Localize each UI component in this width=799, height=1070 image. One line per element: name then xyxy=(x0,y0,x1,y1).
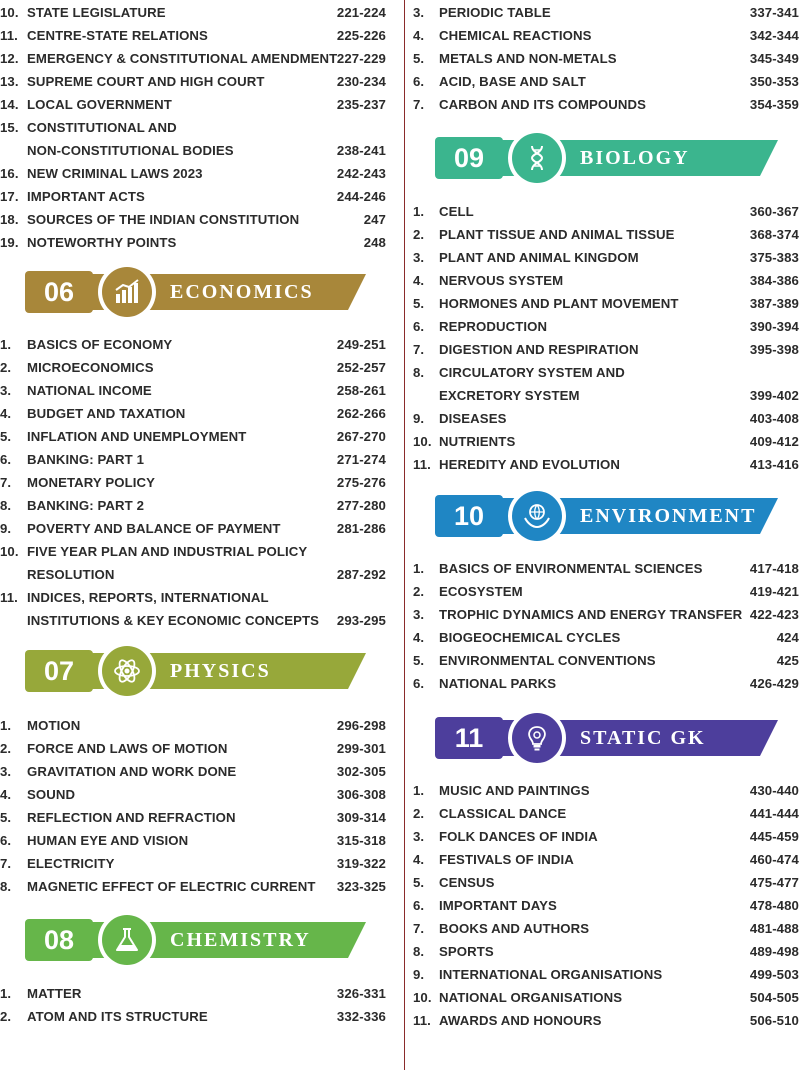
entry-number: 3. xyxy=(0,764,12,779)
entry-pages: 424 xyxy=(776,630,799,645)
entry-pages: 230-234 xyxy=(336,74,386,89)
toc-entry[interactable] xyxy=(0,379,396,402)
entry-title: BASICS OF ECONOMY xyxy=(27,337,173,352)
toc-entry[interactable] xyxy=(410,580,799,603)
entry-number: 14. xyxy=(0,97,19,112)
entry-number: 4. xyxy=(0,787,12,802)
section-icon-badge xyxy=(98,911,156,969)
section-icon-badge xyxy=(98,263,156,321)
toc-entry[interactable] xyxy=(0,760,396,783)
toc-entry[interactable] xyxy=(0,139,396,162)
toc-entry[interactable] xyxy=(0,517,396,540)
toc-entry[interactable] xyxy=(410,802,799,825)
section-title: ENVIRONMENT xyxy=(580,505,757,527)
entry-title: STATE LEGISLATURE xyxy=(27,5,166,20)
toc-entry[interactable] xyxy=(410,315,799,338)
entry-number: 10. xyxy=(0,544,19,559)
entry-number: 1. xyxy=(413,204,425,219)
section-banner xyxy=(410,128,799,190)
entry-title: CLASSICAL DANCE xyxy=(439,806,567,821)
toc-entry[interactable] xyxy=(0,982,396,1005)
entry-number: 6. xyxy=(413,676,425,691)
section-title: ECONOMICS xyxy=(170,281,314,303)
toc-entry[interactable] xyxy=(410,430,799,453)
section-number: 07 xyxy=(25,650,93,692)
entry-title: ELECTRICITY xyxy=(27,856,115,871)
entry-pages: 244-246 xyxy=(336,189,386,204)
column-divider xyxy=(404,0,405,1070)
entry-title: TROPHIC DYNAMICS AND ENERGY TRANSFER xyxy=(439,607,743,622)
toc-entry[interactable] xyxy=(410,453,799,476)
entry-title: NEW CRIMINAL LAWS 2023 xyxy=(27,166,203,181)
entry-title: HUMAN EYE AND VISION xyxy=(27,833,189,848)
entry-title: FOLK DANCES OF INDIA xyxy=(439,829,598,844)
entry-title: SPORTS xyxy=(439,944,494,959)
toc-entry[interactable] xyxy=(410,246,799,269)
entry-title: METALS AND NON-METALS xyxy=(439,51,617,66)
entry-pages: 460-474 xyxy=(749,852,799,867)
toc-entry[interactable] xyxy=(0,875,396,898)
entry-number: 11. xyxy=(413,1013,431,1028)
toc-entry[interactable] xyxy=(410,672,799,695)
entry-number: 1. xyxy=(413,783,425,798)
entry-pages: 221-224 xyxy=(336,5,386,20)
toc-entry[interactable] xyxy=(410,779,799,802)
section-icon-badge xyxy=(98,642,156,700)
entry-title: NATIONAL ORGANISATIONS xyxy=(439,990,623,1005)
entry-title: MICROECONOMICS xyxy=(27,360,154,375)
entry-pages: 390-394 xyxy=(749,319,799,334)
entry-title: CIRCULATORY SYSTEM AND xyxy=(439,365,625,380)
entry-number: 8. xyxy=(413,365,425,380)
entry-number: 6. xyxy=(0,833,12,848)
entry-number: 17. xyxy=(0,189,19,204)
entry-title: IMPORTANT ACTS xyxy=(27,189,145,204)
entry-number: 4. xyxy=(413,852,425,867)
entry-number: 3. xyxy=(0,383,12,398)
entry-number: 2. xyxy=(413,584,425,599)
toc-entry[interactable] xyxy=(0,47,396,70)
toc-entry[interactable] xyxy=(0,829,396,852)
toc-entry[interactable] xyxy=(0,714,396,737)
entry-number: 2. xyxy=(0,741,12,756)
entry-number: 15. xyxy=(0,120,19,135)
entry-title: MATTER xyxy=(27,986,82,1001)
toc-entry[interactable] xyxy=(0,231,396,254)
entry-number: 2. xyxy=(0,1009,12,1024)
entry-pages: 425 xyxy=(776,653,799,668)
entry-number: 11. xyxy=(413,457,431,472)
entry-number: 3. xyxy=(413,829,425,844)
entry-pages: 360-367 xyxy=(749,204,799,219)
entry-number: 11. xyxy=(0,590,18,605)
entry-pages: 478-480 xyxy=(749,898,799,913)
toc-entry[interactable] xyxy=(0,93,396,116)
entry-number: 4. xyxy=(413,273,425,288)
entry-number: 10. xyxy=(413,434,432,449)
entry-number: 9. xyxy=(413,967,425,982)
entry-number: 5. xyxy=(413,875,425,890)
entry-number: 5. xyxy=(413,51,425,66)
entry-title: NERVOUS SYSTEM xyxy=(439,273,564,288)
toc-entry[interactable] xyxy=(0,356,396,379)
toc-entry[interactable] xyxy=(0,333,396,356)
entry-pages: 441-444 xyxy=(749,806,799,821)
entry-pages: 281-286 xyxy=(336,521,386,536)
entry-title: MUSIC AND PAINTINGS xyxy=(439,783,590,798)
entry-pages: 422-423 xyxy=(749,607,799,622)
entry-title: BUDGET AND TAXATION xyxy=(27,406,186,421)
entry-title: EMERGENCY & CONSTITUTIONAL AMENDMENT xyxy=(27,51,338,66)
entry-number: 9. xyxy=(0,521,12,536)
entry-pages: 309-314 xyxy=(336,810,386,825)
section-icon-badge xyxy=(508,487,566,545)
entry-pages: 345-349 xyxy=(749,51,799,66)
entry-pages: 499-503 xyxy=(749,967,799,982)
entry-title: SOUND xyxy=(27,787,76,802)
entry-title: CARBON AND ITS COMPOUNDS xyxy=(439,97,647,112)
toc-entry[interactable] xyxy=(0,783,396,806)
entry-pages: 319-322 xyxy=(336,856,386,871)
entry-pages: 350-353 xyxy=(749,74,799,89)
entry-number: 18. xyxy=(0,212,19,227)
entry-pages: 271-274 xyxy=(336,452,386,467)
entry-number: 5. xyxy=(413,653,425,668)
toc-entry[interactable] xyxy=(0,806,396,829)
entry-number: 2. xyxy=(413,806,425,821)
entry-pages: 399-402 xyxy=(749,388,799,403)
entry-title: SOURCES OF THE INDIAN CONSTITUTION xyxy=(27,212,300,227)
entry-title: CENSUS xyxy=(439,875,495,890)
entry-pages: 426-429 xyxy=(749,676,799,691)
entry-number: 4. xyxy=(413,630,425,645)
entry-pages: 368-374 xyxy=(749,227,799,242)
entry-title: BANKING: PART 2 xyxy=(27,498,145,513)
toc-entry[interactable] xyxy=(410,47,799,70)
entry-title: FORCE AND LAWS OF MOTION xyxy=(27,741,228,756)
toc-entry[interactable] xyxy=(410,24,799,47)
entry-number: 7. xyxy=(0,856,12,871)
toc-entry[interactable] xyxy=(0,737,396,760)
entry-number: 10. xyxy=(413,990,432,1005)
entry-title: PLANT AND ANIMAL KINGDOM xyxy=(439,250,639,265)
toc-entry[interactable] xyxy=(410,603,799,626)
entry-number: 19. xyxy=(0,235,19,250)
toc-entry[interactable] xyxy=(410,940,799,963)
entry-pages: 302-305 xyxy=(336,764,386,779)
entry-pages: 315-318 xyxy=(336,833,386,848)
entry-number: 4. xyxy=(413,28,425,43)
entry-pages: 337-341 xyxy=(749,5,799,20)
entry-pages: 409-412 xyxy=(749,434,799,449)
entry-pages: 258-261 xyxy=(336,383,386,398)
entry-title: BOOKS AND AUTHORS xyxy=(439,921,590,936)
entry-title: NOTEWORTHY POINTS xyxy=(27,235,177,250)
entry-pages: 413-416 xyxy=(749,457,799,472)
entry-pages: 489-498 xyxy=(749,944,799,959)
toc-entry[interactable] xyxy=(0,563,396,586)
entry-title: NUTRIENTS xyxy=(439,434,516,449)
toc-entry[interactable] xyxy=(410,384,799,407)
entry-title: ENVIRONMENTAL CONVENTIONS xyxy=(439,653,656,668)
entry-number: 6. xyxy=(413,898,425,913)
section-banner xyxy=(0,910,396,972)
toc-entry[interactable] xyxy=(410,894,799,917)
section-title: PHYSICS xyxy=(170,660,271,682)
entry-title: REPRODUCTION xyxy=(439,319,548,334)
entry-title: CONSTITUTIONAL AND xyxy=(27,120,177,135)
entry-number: 5. xyxy=(0,429,12,444)
toc-entry[interactable] xyxy=(410,825,799,848)
entry-title: PLANT TISSUE AND ANIMAL TISSUE xyxy=(439,227,675,242)
entry-pages: 235-237 xyxy=(336,97,386,112)
entry-title: POVERTY AND BALANCE OF PAYMENT xyxy=(27,521,281,536)
entry-pages: 430-440 xyxy=(749,783,799,798)
entry-title: ACID, BASE AND SALT xyxy=(439,74,586,89)
entry-pages: 242-243 xyxy=(336,166,386,181)
entry-title: INTERNATIONAL ORGANISATIONS xyxy=(439,967,663,982)
toc-entry[interactable] xyxy=(410,223,799,246)
section-banner xyxy=(410,708,799,770)
entry-pages: 275-276 xyxy=(336,475,386,490)
entry-number: 9. xyxy=(413,411,425,426)
entry-title: HORMONES AND PLANT MOVEMENT xyxy=(439,296,679,311)
entry-pages: 296-298 xyxy=(336,718,386,733)
entry-number: 5. xyxy=(0,810,12,825)
toc-entry[interactable] xyxy=(410,649,799,672)
entry-pages: 342-344 xyxy=(749,28,799,43)
entry-title: DIGESTION AND RESPIRATION xyxy=(439,342,639,357)
entry-title: INSTITUTIONS & KEY ECONOMIC CONCEPTS xyxy=(27,613,320,628)
section-number: 10 xyxy=(435,495,503,537)
entry-pages: 419-421 xyxy=(749,584,799,599)
entry-title: ATOM AND ITS STRUCTURE xyxy=(27,1009,208,1024)
toc-entry[interactable] xyxy=(0,540,396,563)
entry-title: NATIONAL PARKS xyxy=(439,676,557,691)
toc-entry[interactable] xyxy=(0,162,396,185)
entry-pages: 375-383 xyxy=(749,250,799,265)
entry-pages: 332-336 xyxy=(336,1009,386,1024)
entry-number: 1. xyxy=(0,718,12,733)
entry-title: NATIONAL INCOME xyxy=(27,383,152,398)
entry-number: 1. xyxy=(0,986,12,1001)
entry-pages: 475-477 xyxy=(749,875,799,890)
toc-entry[interactable] xyxy=(410,269,799,292)
toc-entry[interactable] xyxy=(0,852,396,875)
toc-entry[interactable] xyxy=(0,24,396,47)
entry-number: 11. xyxy=(0,28,18,43)
toc-entry[interactable] xyxy=(410,871,799,894)
toc-entry[interactable] xyxy=(410,963,799,986)
section-banner xyxy=(0,641,396,703)
entry-title: BASICS OF ENVIRONMENTAL SCIENCES xyxy=(439,561,703,576)
entry-title: GRAVITATION AND WORK DONE xyxy=(27,764,237,779)
toc-entry[interactable] xyxy=(0,185,396,208)
entry-pages: 238-241 xyxy=(336,143,386,158)
entry-title: MAGNETIC EFFECT OF ELECTRIC CURRENT xyxy=(27,879,316,894)
entry-number: 10. xyxy=(0,5,19,20)
entry-pages: 252-257 xyxy=(336,360,386,375)
entry-title: EXCRETORY SYSTEM xyxy=(439,388,580,403)
entry-pages: 481-488 xyxy=(749,921,799,936)
entry-pages: 387-389 xyxy=(749,296,799,311)
entry-number: 16. xyxy=(0,166,19,181)
entry-number: 4. xyxy=(0,406,12,421)
entry-pages: 267-270 xyxy=(336,429,386,444)
entry-number: 7. xyxy=(413,97,425,112)
entry-number: 6. xyxy=(0,452,12,467)
entry-title: MOTION xyxy=(27,718,81,733)
section-title: BIOLOGY xyxy=(580,147,690,169)
section-icon-badge xyxy=(508,709,566,767)
entry-title: FIVE YEAR PLAN AND INDUSTRIAL POLICY xyxy=(27,544,308,559)
entry-number: 2. xyxy=(0,360,12,375)
entry-title: CELL xyxy=(439,204,474,219)
toc-entry[interactable] xyxy=(410,848,799,871)
toc-entry[interactable] xyxy=(410,986,799,1009)
entry-pages: 287-292 xyxy=(336,567,386,582)
entry-title: AWARDS AND HONOURS xyxy=(439,1013,602,1028)
toc-entry[interactable] xyxy=(410,70,799,93)
entry-pages: 249-251 xyxy=(336,337,386,352)
toc-entry[interactable] xyxy=(0,208,396,231)
entry-number: 7. xyxy=(413,342,425,357)
entry-pages: 506-510 xyxy=(749,1013,799,1028)
entry-pages: 262-266 xyxy=(336,406,386,421)
entry-number: 12. xyxy=(0,51,19,66)
entry-pages: 299-301 xyxy=(336,741,386,756)
entry-number: 7. xyxy=(413,921,425,936)
entry-pages: 248 xyxy=(363,235,386,250)
section-title: STATIC GK xyxy=(580,727,706,749)
entry-title: BIOGEOCHEMICAL CYCLES xyxy=(439,630,621,645)
entry-number: 1. xyxy=(0,337,12,352)
entry-number: 2. xyxy=(413,227,425,242)
entry-number: 3. xyxy=(413,607,425,622)
entry-title: HEREDITY AND EVOLUTION xyxy=(439,457,620,472)
toc-entry[interactable] xyxy=(0,586,396,609)
section-number: 11 xyxy=(435,717,503,759)
entry-title: NON-CONSTITUTIONAL BODIES xyxy=(27,143,234,158)
entry-pages: 504-505 xyxy=(749,990,799,1005)
entry-title: IMPORTANT DAYS xyxy=(439,898,557,913)
entry-title: INFLATION AND UNEMPLOYMENT xyxy=(27,429,247,444)
toc-entry[interactable] xyxy=(0,70,396,93)
toc-entry[interactable] xyxy=(0,471,396,494)
toc-entry[interactable] xyxy=(410,292,799,315)
entry-number: 3. xyxy=(413,250,425,265)
toc-entry[interactable] xyxy=(410,93,799,116)
entry-number: 13. xyxy=(0,74,19,89)
toc-entry[interactable] xyxy=(410,361,799,384)
entry-title: MONETARY POLICY xyxy=(27,475,156,490)
entry-pages: 384-386 xyxy=(749,273,799,288)
toc-entry[interactable] xyxy=(410,200,799,223)
toc-entry[interactable] xyxy=(0,402,396,425)
entry-number: 6. xyxy=(413,74,425,89)
section-banner xyxy=(410,486,799,548)
entry-title: RESOLUTION xyxy=(27,567,115,582)
entry-pages: 227-229 xyxy=(336,51,386,66)
section-number: 08 xyxy=(25,919,93,961)
entry-title: DISEASES xyxy=(439,411,507,426)
toc-entry[interactable] xyxy=(0,609,396,632)
entry-title: CHEMICAL REACTIONS xyxy=(439,28,592,43)
toc-entry[interactable] xyxy=(0,448,396,471)
entry-pages: 417-418 xyxy=(749,561,799,576)
toc-entry[interactable] xyxy=(410,1009,799,1032)
entry-title: SUPREME COURT AND HIGH COURT xyxy=(27,74,265,89)
entry-number: 8. xyxy=(0,498,12,513)
toc-entry[interactable] xyxy=(0,1,396,24)
entry-pages: 247 xyxy=(363,212,386,227)
entry-number: 6. xyxy=(413,319,425,334)
entry-title: ECOSYSTEM xyxy=(439,584,523,599)
entry-number: 8. xyxy=(0,879,12,894)
entry-pages: 395-398 xyxy=(749,342,799,357)
section-title: CHEMISTRY xyxy=(170,929,311,951)
entry-pages: 277-280 xyxy=(336,498,386,513)
entry-title: REFLECTION AND REFRACTION xyxy=(27,810,236,825)
toc-entry[interactable] xyxy=(410,557,799,580)
entry-pages: 354-359 xyxy=(749,97,799,112)
entry-title: CENTRE-STATE RELATIONS xyxy=(27,28,208,43)
entry-title: PERIODIC TABLE xyxy=(439,5,551,20)
entry-title: LOCAL GOVERNMENT xyxy=(27,97,172,112)
section-banner xyxy=(0,262,396,324)
entry-pages: 293-295 xyxy=(336,613,386,628)
toc-entry[interactable] xyxy=(410,917,799,940)
toc-entry[interactable] xyxy=(410,338,799,361)
entry-title: FESTIVALS OF INDIA xyxy=(439,852,574,867)
entry-number: 8. xyxy=(413,944,425,959)
entry-pages: 225-226 xyxy=(336,28,386,43)
entry-title: INDICES, REPORTS, INTERNATIONAL xyxy=(27,590,269,605)
toc-entry[interactable] xyxy=(0,425,396,448)
entry-pages: 323-325 xyxy=(336,879,386,894)
entry-title: BANKING: PART 1 xyxy=(27,452,145,467)
entry-pages: 326-331 xyxy=(336,986,386,1001)
toc-entry[interactable] xyxy=(410,626,799,649)
toc-entry[interactable] xyxy=(410,407,799,430)
entry-pages: 306-308 xyxy=(336,787,386,802)
toc-entry[interactable] xyxy=(0,494,396,517)
entry-number: 7. xyxy=(0,475,12,490)
section-number: 06 xyxy=(25,271,93,313)
toc-entry[interactable] xyxy=(0,116,396,139)
section-icon-badge xyxy=(508,129,566,187)
toc-entry[interactable] xyxy=(0,1005,396,1028)
entry-number: 3. xyxy=(413,5,425,20)
entry-number: 1. xyxy=(413,561,425,576)
entry-pages: 445-459 xyxy=(749,829,799,844)
toc-entry[interactable] xyxy=(410,1,799,24)
section-number: 09 xyxy=(435,137,503,179)
entry-pages: 403-408 xyxy=(749,411,799,426)
entry-number: 5. xyxy=(413,296,425,311)
